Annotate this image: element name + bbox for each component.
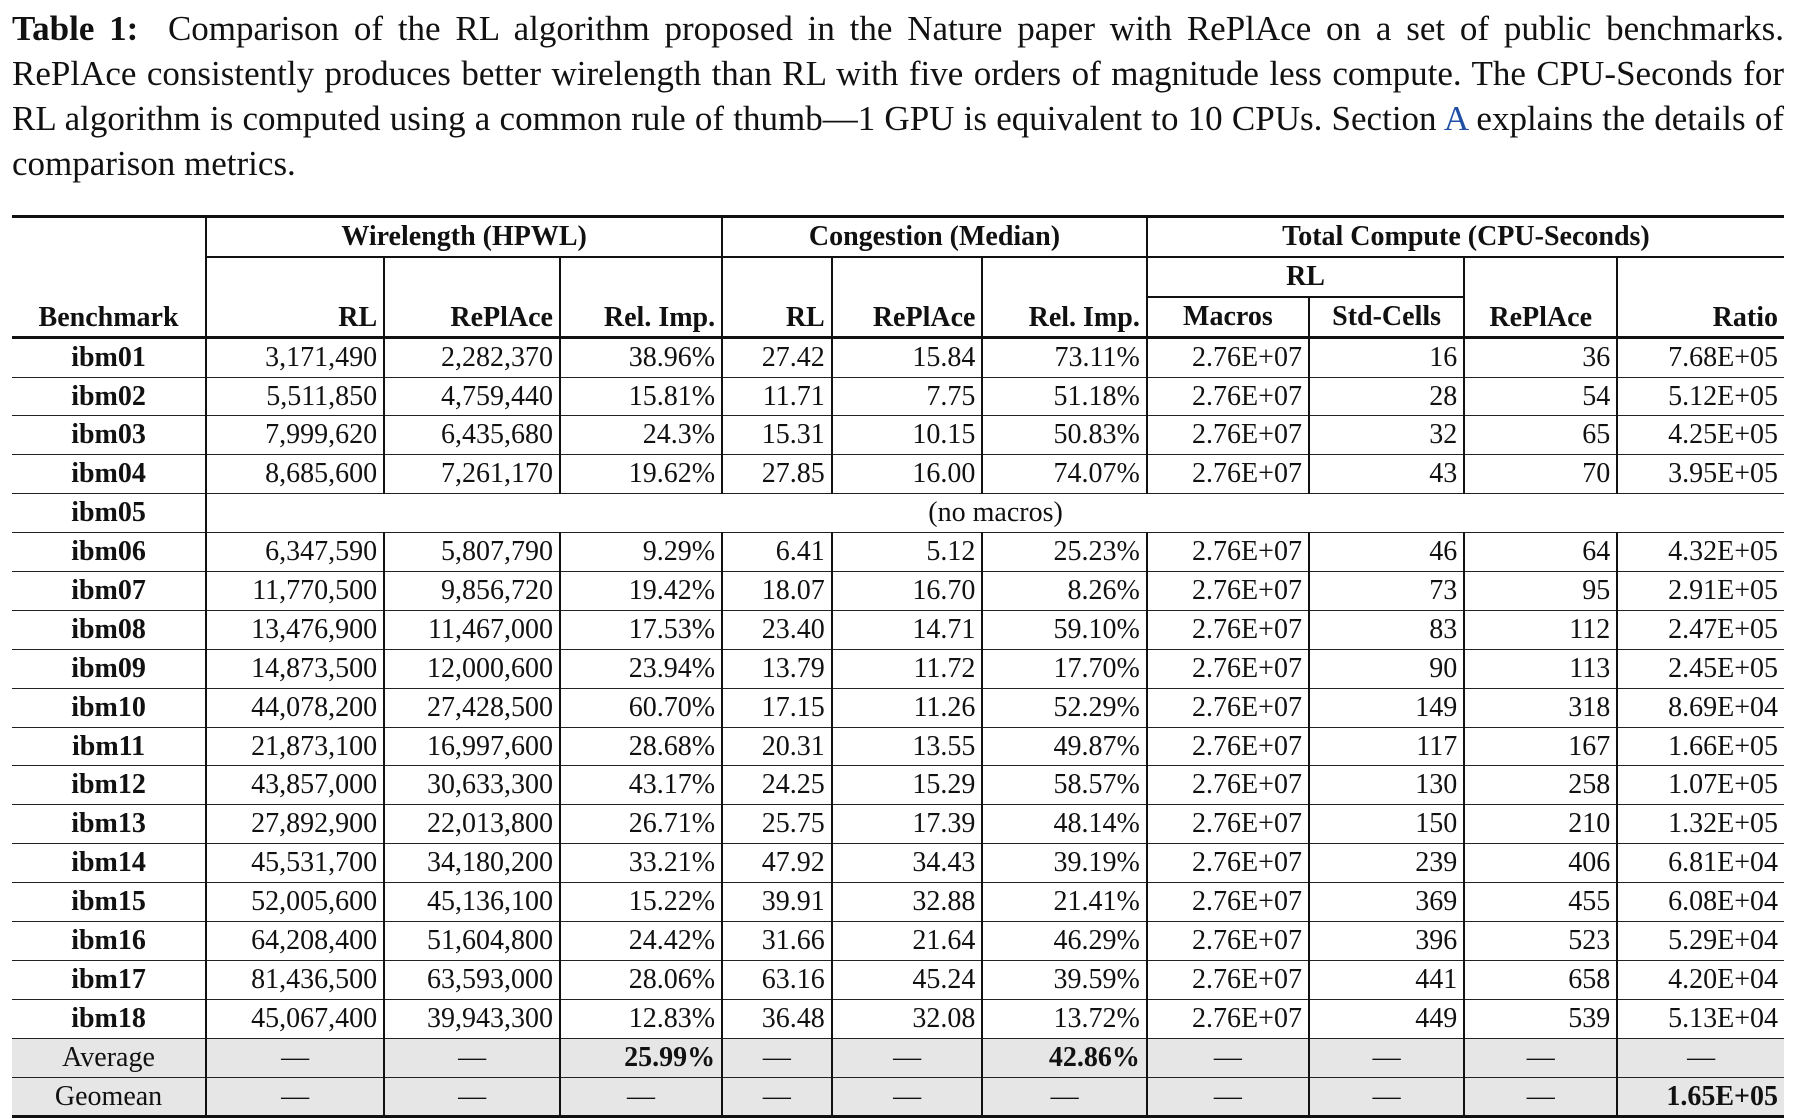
- table-cell: —: [206, 1038, 384, 1077]
- table-cell: 19.62%: [560, 455, 722, 494]
- summary-label: Geomean: [12, 1077, 206, 1117]
- table-cell: 11.26: [832, 688, 983, 727]
- table-cell: —: [832, 1077, 983, 1117]
- header-stdcells: Std-Cells: [1309, 297, 1464, 336]
- table-cell: 83: [1309, 610, 1464, 649]
- table-cell: 46.29%: [982, 922, 1146, 961]
- table-cell: 2.76E+07: [1147, 610, 1309, 649]
- header-benchmark: Benchmark: [12, 217, 206, 336]
- table-cell: 73: [1309, 572, 1464, 611]
- table-cell: 2.76E+07: [1147, 688, 1309, 727]
- table-cell: 47.92: [722, 844, 832, 883]
- table-cell: 11,467,000: [384, 610, 560, 649]
- table-cell: —: [206, 1077, 384, 1117]
- table-cell: 25.99%: [560, 1038, 722, 1077]
- table-cell: 441: [1309, 960, 1464, 999]
- table-cell: 73.11%: [982, 337, 1146, 377]
- table-cell: 167: [1464, 727, 1617, 766]
- table-cell: 21,873,100: [206, 727, 384, 766]
- table-cell: 2.76E+07: [1147, 377, 1309, 416]
- table-cell: 39.19%: [982, 844, 1146, 883]
- table-cell: 25.23%: [982, 533, 1146, 572]
- section-link[interactable]: A: [1443, 99, 1468, 138]
- table-cell: 15.81%: [560, 377, 722, 416]
- table-cell: —: [1309, 1038, 1464, 1077]
- table-cell: 2.76E+07: [1147, 805, 1309, 844]
- table-cell: 9,856,720: [384, 572, 560, 611]
- table-cell: 5.13E+04: [1617, 999, 1784, 1038]
- table-cell: 15.84: [832, 337, 983, 377]
- table-cell: —: [982, 1077, 1146, 1117]
- table-cell: 58.57%: [982, 766, 1146, 805]
- table-cell: 52,005,600: [206, 883, 384, 922]
- header-group-wirelength: Wirelength (HPWL): [206, 217, 722, 257]
- table-cell: 59.10%: [982, 610, 1146, 649]
- table-cell: 45.24: [832, 960, 983, 999]
- comparison-table: [12, 215, 1784, 1118]
- table-row: [12, 844, 1784, 883]
- table-cell: 52.29%: [982, 688, 1146, 727]
- summary-label: Average: [12, 1038, 206, 1077]
- table-cell: 25.75: [722, 805, 832, 844]
- table-cell: 23.40: [722, 610, 832, 649]
- benchmark-cell: ibm04: [12, 455, 206, 494]
- table-cell: 31.66: [722, 922, 832, 961]
- table-cell: 90: [1309, 649, 1464, 688]
- table-row: [12, 494, 1784, 533]
- header-wl-rl: RL: [206, 257, 384, 336]
- table-cell: 2,282,370: [384, 337, 560, 377]
- table-cell: 54: [1464, 377, 1617, 416]
- benchmark-cell: ibm07: [12, 572, 206, 611]
- table-cell: 2.76E+07: [1147, 572, 1309, 611]
- table-cell: —: [1464, 1077, 1617, 1117]
- table-row: [12, 688, 1784, 727]
- table-cell: 2.76E+07: [1147, 455, 1309, 494]
- table-row: [12, 922, 1784, 961]
- table-cell: 43,857,000: [206, 766, 384, 805]
- table-cell: 15.31: [722, 416, 832, 455]
- table-cell: 12.83%: [560, 999, 722, 1038]
- table-cell: 2.76E+07: [1147, 766, 1309, 805]
- table-cell: —: [722, 1077, 832, 1117]
- table-cell: 24.3%: [560, 416, 722, 455]
- table-cell: 8,685,600: [206, 455, 384, 494]
- table-row: [12, 377, 1784, 416]
- benchmark-cell: ibm14: [12, 844, 206, 883]
- table-cell: 7.68E+05: [1617, 337, 1784, 377]
- table-cell: —: [560, 1077, 722, 1117]
- header-group-congestion: Congestion (Median): [722, 217, 1147, 257]
- table-cell: 38.96%: [560, 337, 722, 377]
- table-cell: 17.70%: [982, 649, 1146, 688]
- table-cell: 24.42%: [560, 922, 722, 961]
- table-cell: 45,136,100: [384, 883, 560, 922]
- table-cell: 117: [1309, 727, 1464, 766]
- table-cell: 3,171,490: [206, 337, 384, 377]
- table-cell: 2.76E+07: [1147, 960, 1309, 999]
- table-cell: 36.48: [722, 999, 832, 1038]
- table-cell: 4,759,440: [384, 377, 560, 416]
- table-cell: 11.71: [722, 377, 832, 416]
- table-cell: 1.65E+05: [1617, 1077, 1784, 1117]
- table-cell: 6.81E+04: [1617, 844, 1784, 883]
- benchmark-cell: ibm18: [12, 999, 206, 1038]
- table-cell: 21.41%: [982, 883, 1146, 922]
- table-cell: 19.42%: [560, 572, 722, 611]
- table-cell: 258: [1464, 766, 1617, 805]
- table-cell: 13.55: [832, 727, 983, 766]
- table-cell: 11.72: [832, 649, 983, 688]
- table-cell: 150: [1309, 805, 1464, 844]
- table-cell: 5.29E+04: [1617, 922, 1784, 961]
- summary-row: [12, 1077, 1784, 1117]
- table-cell: 113: [1464, 649, 1617, 688]
- table-cell: 17.53%: [560, 610, 722, 649]
- header-compute-rl: RL: [1147, 257, 1464, 297]
- table-cell: 30,633,300: [384, 766, 560, 805]
- table-cell: 50.83%: [982, 416, 1146, 455]
- table-row: [12, 416, 1784, 455]
- table-cell: 14,873,500: [206, 649, 384, 688]
- table-cell: —: [1147, 1038, 1309, 1077]
- table-cell: 46: [1309, 533, 1464, 572]
- table-cell: 6.08E+04: [1617, 883, 1784, 922]
- table-cell: 13.72%: [982, 999, 1146, 1038]
- table-cell: 2.76E+07: [1147, 999, 1309, 1038]
- table-cell: 8.26%: [982, 572, 1146, 611]
- table-cell: 16: [1309, 337, 1464, 377]
- table-cell: 20.31: [722, 727, 832, 766]
- table-cell: 2.76E+07: [1147, 649, 1309, 688]
- table-row: [12, 649, 1784, 688]
- table-cell: 10.15: [832, 416, 983, 455]
- table-row: [12, 766, 1784, 805]
- table-cell: 210: [1464, 805, 1617, 844]
- table-cell: 27.42: [722, 337, 832, 377]
- table-cell: 1.66E+05: [1617, 727, 1784, 766]
- table-cell: 63,593,000: [384, 960, 560, 999]
- table-cell: 6,347,590: [206, 533, 384, 572]
- table-caption: [12, 6, 1784, 186]
- table-cell: 2.76E+07: [1147, 727, 1309, 766]
- table-cell: 658: [1464, 960, 1617, 999]
- table-cell: 51,604,800: [384, 922, 560, 961]
- header-group-compute: Total Compute (CPU-Seconds): [1147, 217, 1784, 257]
- table-cell: 95: [1464, 572, 1617, 611]
- table-cell: 32.08: [832, 999, 983, 1038]
- table-cell: 112: [1464, 610, 1617, 649]
- table-cell: 2.91E+05: [1617, 572, 1784, 611]
- table-cell: 51.18%: [982, 377, 1146, 416]
- table-cell: 32.88: [832, 883, 983, 922]
- table-cell: 27.85: [722, 455, 832, 494]
- benchmark-cell: ibm02: [12, 377, 206, 416]
- table-cell: 16.70: [832, 572, 983, 611]
- table-cell: 27,428,500: [384, 688, 560, 727]
- table-cell: —: [384, 1038, 560, 1077]
- table-cell: 74.07%: [982, 455, 1146, 494]
- table-cell: 2.45E+05: [1617, 649, 1784, 688]
- table-cell: 39.91: [722, 883, 832, 922]
- benchmark-cell: ibm06: [12, 533, 206, 572]
- table-cell: 13,476,900: [206, 610, 384, 649]
- table-cell: —: [1147, 1077, 1309, 1117]
- benchmark-cell: ibm03: [12, 416, 206, 455]
- table-cell: 26.71%: [560, 805, 722, 844]
- table-cell: 406: [1464, 844, 1617, 883]
- table-cell: 5,807,790: [384, 533, 560, 572]
- header-ratio: Ratio: [1712, 301, 1778, 333]
- table-cell: 5,511,850: [206, 377, 384, 416]
- table-cell: 11,770,500: [206, 572, 384, 611]
- benchmark-cell: ibm17: [12, 960, 206, 999]
- table-cell: 318: [1464, 688, 1617, 727]
- table-cell: 2.47E+05: [1617, 610, 1784, 649]
- table-cell: 24.25: [722, 766, 832, 805]
- table-cell: 2.76E+07: [1147, 844, 1309, 883]
- table-cell: 396: [1309, 922, 1464, 961]
- table-cell: 2.76E+07: [1147, 337, 1309, 377]
- table-cell: 42.86%: [982, 1038, 1146, 1077]
- benchmark-cell: ibm15: [12, 883, 206, 922]
- table-cell: 34,180,200: [384, 844, 560, 883]
- table-cell: 15.22%: [560, 883, 722, 922]
- caption-text: Comparison of the RL algorithm proposed in the Nature paper with RePlAce on a set of public benchmarks. RePlAce consistently produces better wirelength than RL with five orders of magnitude less compute. The CPU-Seconds for RL algorithm is computed using a common rule of thumb—1 GPU is equivalent to 10 CPUs. Section: [12, 9, 1785, 138]
- table-row: [12, 337, 1784, 377]
- table-cell: —: [1309, 1077, 1464, 1117]
- table-cell: 4.25E+05: [1617, 416, 1784, 455]
- table-cell: —: [1464, 1038, 1617, 1077]
- table-cell: 5.12: [832, 533, 983, 572]
- table-row: [12, 960, 1784, 999]
- caption-text-end: explains the details of comparison metrics.: [12, 99, 1784, 183]
- table-cell: 12,000,600: [384, 649, 560, 688]
- table-cell: 3.95E+05: [1617, 455, 1784, 494]
- header-cong-rl: RL: [722, 257, 832, 336]
- table-cell: 8.69E+04: [1617, 688, 1784, 727]
- table-cell: —: [1617, 1038, 1784, 1077]
- caption-label: Table 1:: [12, 9, 139, 48]
- table-cell: —: [832, 1038, 983, 1077]
- table-cell: 28.06%: [560, 960, 722, 999]
- benchmark-cell: ibm08: [12, 610, 206, 649]
- summary-row: [12, 1038, 1784, 1077]
- header-cong-rel-imp: Rel. Imp.: [982, 257, 1146, 336]
- header-compute-replace: RePlAce: [1464, 257, 1617, 336]
- table-cell: 7,261,170: [384, 455, 560, 494]
- table-cell: 32: [1309, 416, 1464, 455]
- table-cell: 45,067,400: [206, 999, 384, 1038]
- table-cell: 39,943,300: [384, 999, 560, 1038]
- table-cell: 7,999,620: [206, 416, 384, 455]
- table-cell: 13.79: [722, 649, 832, 688]
- table-row: [12, 572, 1784, 611]
- table-cell: 81,436,500: [206, 960, 384, 999]
- table-cell: 2.76E+07: [1147, 883, 1309, 922]
- table-cell: 65: [1464, 416, 1617, 455]
- table-cell: —: [722, 1038, 832, 1077]
- table-cell: 4.32E+05: [1617, 533, 1784, 572]
- table-cell: 36: [1464, 337, 1617, 377]
- benchmark-cell: ibm10: [12, 688, 206, 727]
- table-row: [12, 610, 1784, 649]
- table-cell: 33.21%: [560, 844, 722, 883]
- table-cell: 239: [1309, 844, 1464, 883]
- table-cell: 70: [1464, 455, 1617, 494]
- table-cell: 449: [1309, 999, 1464, 1038]
- table-cell: —: [384, 1077, 560, 1117]
- table-cell: 5.12E+05: [1617, 377, 1784, 416]
- table-cell: 16,997,600: [384, 727, 560, 766]
- header-wl-replace: RePlAce: [384, 257, 560, 336]
- table-cell: 539: [1464, 999, 1617, 1038]
- benchmark-cell: ibm13: [12, 805, 206, 844]
- table-cell: 43.17%: [560, 766, 722, 805]
- table-cell: 63.16: [722, 960, 832, 999]
- table-body: [12, 337, 1784, 1117]
- table-cell: 2.76E+07: [1147, 533, 1309, 572]
- table-cell: 48.14%: [982, 805, 1146, 844]
- table-cell: 39.59%: [982, 960, 1146, 999]
- table-cell: 14.71: [832, 610, 983, 649]
- benchmark-cell: ibm01: [12, 337, 206, 377]
- table-cell: 43: [1309, 455, 1464, 494]
- table-cell: 6,435,680: [384, 416, 560, 455]
- table-cell: 7.75: [832, 377, 983, 416]
- table-cell: 22,013,800: [384, 805, 560, 844]
- header-cong-replace: RePlAce: [832, 257, 983, 336]
- table-cell: 455: [1464, 883, 1617, 922]
- benchmark-cell: ibm16: [12, 922, 206, 961]
- table-cell: 21.64: [832, 922, 983, 961]
- table-cell: 17.15: [722, 688, 832, 727]
- table-cell: 64: [1464, 533, 1617, 572]
- no-macros-note: (no macros): [206, 494, 1784, 533]
- table-cell: 49.87%: [982, 727, 1146, 766]
- table-cell: 27,892,900: [206, 805, 384, 844]
- table-row: [12, 727, 1784, 766]
- table-cell: 16.00: [832, 455, 983, 494]
- table-cell: 1.07E+05: [1617, 766, 1784, 805]
- table-cell: 44,078,200: [206, 688, 384, 727]
- header-macros: Macros: [1147, 297, 1309, 336]
- benchmark-cell: ibm11: [12, 727, 206, 766]
- table-cell: 523: [1464, 922, 1617, 961]
- benchmark-cell: ibm09: [12, 649, 206, 688]
- table-cell: 6.41: [722, 533, 832, 572]
- table-cell: 2.76E+07: [1147, 416, 1309, 455]
- table-row: [12, 533, 1784, 572]
- table-row: [12, 455, 1784, 494]
- table-cell: 64,208,400: [206, 922, 384, 961]
- table-cell: 15.29: [832, 766, 983, 805]
- table-cell: 1.32E+05: [1617, 805, 1784, 844]
- table-cell: 4.20E+04: [1617, 960, 1784, 999]
- table-cell: 9.29%: [560, 533, 722, 572]
- table-cell: 149: [1309, 688, 1464, 727]
- table-cell: 23.94%: [560, 649, 722, 688]
- table-cell: 45,531,700: [206, 844, 384, 883]
- benchmark-cell: ibm12: [12, 766, 206, 805]
- table-cell: 34.43: [832, 844, 983, 883]
- table-cell: 369: [1309, 883, 1464, 922]
- header-wl-rel-imp: Rel. Imp.: [560, 257, 722, 336]
- table-row: [12, 883, 1784, 922]
- table-row: [12, 999, 1784, 1038]
- benchmark-cell: ibm05: [12, 494, 206, 533]
- table-row: [12, 805, 1784, 844]
- table-cell: 2.76E+07: [1147, 922, 1309, 961]
- table-cell: 17.39: [832, 805, 983, 844]
- table-cell: 60.70%: [560, 688, 722, 727]
- table-cell: 18.07: [722, 572, 832, 611]
- table-cell: 28: [1309, 377, 1464, 416]
- table-cell: 130: [1309, 766, 1464, 805]
- table-cell: 28.68%: [560, 727, 722, 766]
